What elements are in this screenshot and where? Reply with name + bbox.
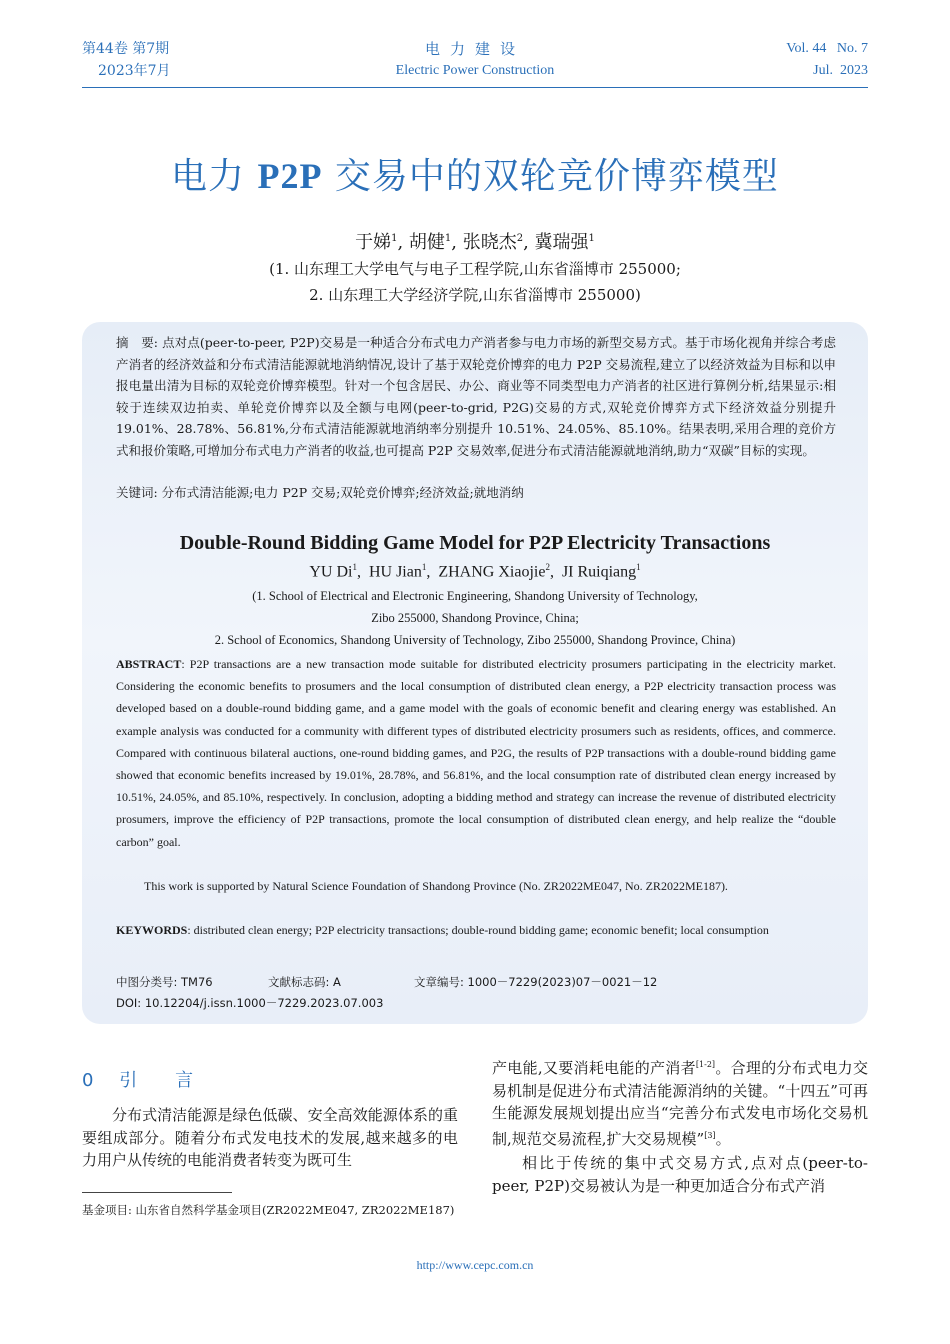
keywords-en-text: : distributed clean energy; P2P electricity transactions; double-round bidding game; economic benefit; local consumption (187, 923, 769, 937)
affiliation-en-2: Zibo 255000, Shandong Province, China; (371, 611, 579, 625)
author-en-name: JI Ruiqiang (561, 563, 637, 581)
footnote-rule (82, 1192, 232, 1193)
author-name: 冀瑞强 (534, 232, 589, 253)
author-sup: 1 (444, 233, 452, 244)
date-cn: 2023年7月 (98, 63, 171, 79)
author-en-sup: 1 (636, 562, 641, 572)
keywords-cn: 关键词: 分布式清洁能源;电力 P2P 交易;双轮竞价博弈;经济效益;就地消纳 (116, 485, 524, 500)
journal-url[interactable]: http://www.cepc.com.cn (416, 1258, 534, 1272)
section-title: 引 言 (119, 1070, 204, 1091)
page-title (0, 148, 950, 199)
author-sup: 1 (588, 233, 595, 244)
affiliation-cn-2: 2. 山东理工大学经济学院,山东省淄博市 255000) (309, 286, 641, 304)
header-right (786, 38, 868, 82)
author-en-name: ZHANG Xiaojie (438, 563, 546, 581)
keywords-en (116, 919, 836, 941)
document-code: 文献标志码: A (268, 975, 341, 989)
journal-cn: 电力建设 (424, 40, 525, 58)
author-sup: 1 (391, 233, 398, 244)
section-number: 0 (82, 1070, 104, 1091)
citation-ref[interactable]: [3] (704, 1130, 716, 1140)
abstract-en (116, 653, 836, 853)
section-heading (82, 1066, 203, 1092)
affiliation-en-1: (1. School of Electrical and Electronic Engineering, Shandong University of Technology, (252, 589, 698, 603)
para-text: 。合理的分布式电力交易机制是促进分布式清洁能源消纳的关键。“十四五”可再生能源发展规划提出应当“完善分布式发电市场化交易机制,规范交易流程,扩大交易规模” (492, 1059, 868, 1148)
body-right-column (492, 1054, 868, 1197)
journal-en: Electric Power Construction (395, 63, 555, 78)
author-en-sup: 1 (352, 562, 357, 572)
para-text: 产电能,又要消耗电能的产消者 (492, 1059, 696, 1077)
body-right-paragraph-2: 相比于传统的集中式交易方式,点对点(peer-to-peer, P2P)交易被认为是一种更加适合分布式产消 (492, 1154, 868, 1195)
author-sup: 2 (516, 233, 524, 244)
volume-en: Vol. 44 No. 7 (786, 41, 868, 56)
author-en-sup: 1 (421, 562, 427, 572)
keywords-en-label: KEYWORDS (116, 923, 188, 937)
clc-number: 中图分类号: TM76 (116, 975, 213, 989)
title-bold: P2P (257, 156, 323, 196)
title-pre: 电力 (171, 156, 258, 197)
title-en: Double-Round Bidding Game Model for P2P Electricity Transactions (179, 532, 771, 554)
authors-cn: 于娣$^1$, 胡健$^1$, 张晓杰$^2$, 冀瑞强$^1$ (355, 232, 595, 253)
author-en-name: HU Jian (368, 563, 422, 581)
affiliation-en-3: 2. School of Economics, Shandong University of Technology, Zibo 255000, Shandong Province, China) (214, 633, 736, 647)
article-number: 文章编号: 1000－7229(2023)07－0021－12 (414, 975, 658, 989)
para-text: 。 (715, 1129, 731, 1148)
volume-cn: 第44卷 第7期 (82, 41, 170, 57)
title-post: 交易中的双轮竞价博弈模型 (322, 156, 779, 197)
body-left-paragraph: 分布式清洁能源是绿色低碳、安全高效能源体系的重要组成部分。随着分布式发电技术的发展,越来越多的电力用户从传统的电能消费者转变为既可生 (82, 1106, 458, 1169)
author-en-name: YU Di (309, 563, 353, 581)
body-right-paragraph-1 (492, 1054, 868, 1150)
header-rule (82, 87, 868, 88)
doi: DOI: 10.12204/j.issn.1000－7229.2023.07.003 (116, 996, 384, 1010)
date-en: Jul. 2023 (813, 63, 868, 78)
affiliation-cn-1: (1. 山东理工大学电气与电子工程学院,山东省淄博市 255000; (269, 260, 681, 278)
citation-ref[interactable]: [1-2] (695, 1060, 716, 1069)
abstract-box (82, 322, 868, 1024)
author-en-sup: 2 (545, 562, 550, 572)
abstract-en-label: ABSTRACT (116, 657, 182, 671)
author-name: 张晓杰 (462, 232, 517, 253)
author-name: 于娣 (355, 232, 392, 253)
abstract-en-text: : P2P transactions are a new transaction mode suitable for distributed electricity prosumers participating in the electricity market. Considering the economic benefits to prosumers and the local consumption of distributed clean energy, a P2P electricity transaction process was developed based on a double-round bidding game, and a game model with the goals of economic benefit and clearing energy was established. An example analysis was conducted for a community with different types of distributed electricity prosumers such as residents, offices, and commerce. Compared with continuous bilateral auctions, one-round bidding games, and P2G, the results of P2P transactions with a double-round bidding game showed that economic benefits increased by 19.01%, 28.78%, and 56.81%, and the local consumption rate of distributed clean energy increased by 10.51%, 24.05%, and 85.10%, respectively. In conclusion, adopting a bidding method and strategy can increase the revenue of distributed electricity prosumers, improve the efficiency of P2P transactions, promote the local consumption of distributed clean energy, and help realize the “double carbon” goal. (116, 657, 836, 849)
authors-en: YU Di$^1$, HU Jian$^1$, ZHANG Xiaojie$^2$, JI Ruiqiang$^1$ (309, 562, 641, 581)
author-name: 胡健 (408, 232, 445, 253)
abstract-cn: 摘 要: 点对点(peer-to-peer, P2P)交易是一种适合分布式电力产消者参与电力市场的新型交易方式。基于市场化视角并综合考虑产消者的经济效益和分布式清洁能源就地消纳情况,设计了基于双轮竞价博弈的电力 P2P 交易流程,建立了以经济效益为目标和以申报电量出清为目标的双轮竞价博弈模型。针对一个包含居民、办公、商业等不同类型电力产消者的社区进行算例分析,结果显示:相较于连续双边拍卖、单轮竞价博弈以及全额与电网(peer-to-grid, P2G)交易的方式,双轮竞价博弈方式下经济效益分别提升 19.01%、28.78%、56.81%,分布式清洁能源就地消纳率分别提升 10.51%、24.05%、85.10%。结果表明,采用合理的竞价方式和报价策略,可增加分布式电力产消者的收益,也可提高 P2P 交易效率,促进分布式清洁能源就地消纳,助力“双碳”目标的实现。 (116, 335, 836, 458)
footnote-funding: 基金项目: 山东省自然科学基金项目(ZR2022ME047, ZR2022ME187) (82, 1203, 455, 1217)
funding-en: This work is supported by Natural Science Foundation of Shandong Province (No. ZR2022ME047, No. ZR2022ME187). (144, 879, 728, 893)
